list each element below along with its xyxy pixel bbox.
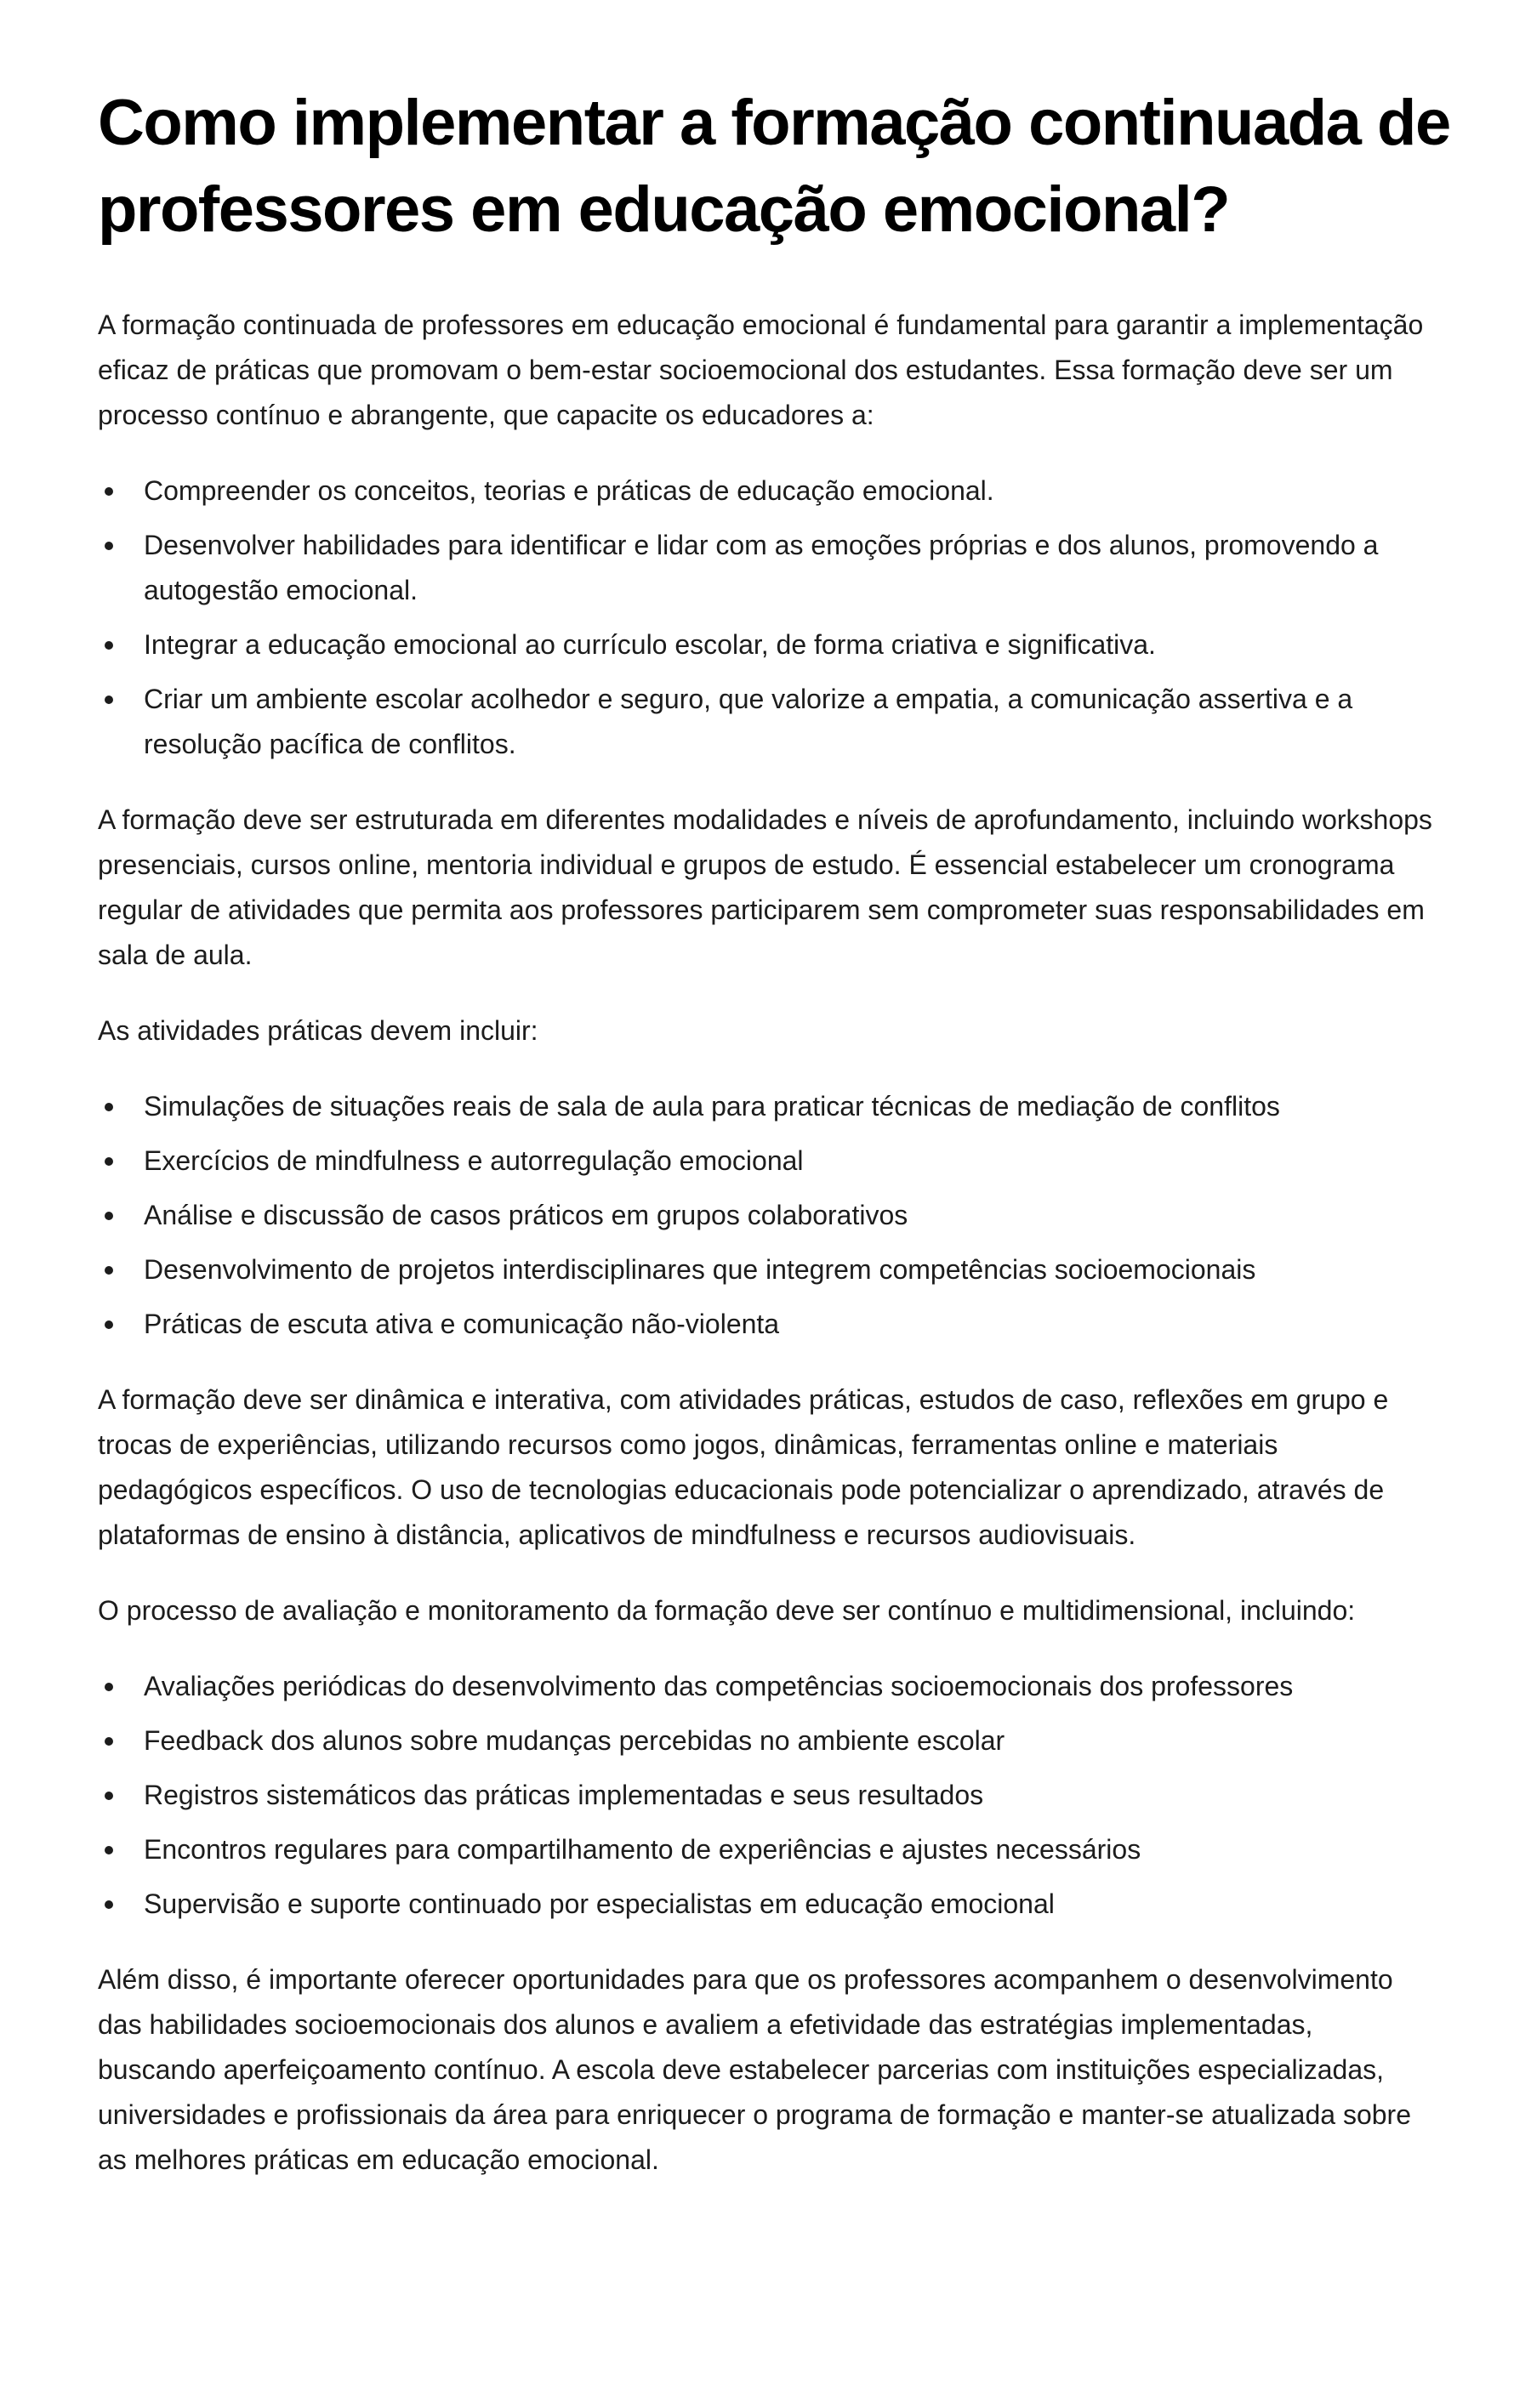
list-item: Encontros regulares para compartilhamento de experiências e ajustes necessários <box>98 1827 1433 1872</box>
structure-paragraph: A formação deve ser estruturada em diferentes modalidades e níveis de aprofundamento, incluindo workshops presenciais, cursos online, mentoria individual e grupos de estudo. É essencial estabelecer um cronograma regular de atividades que permita aos professores participarem sem comprometer suas responsabilidades em sala de aula. <box>98 804 1432 970</box>
evaluation-intro: O processo de avaliação e monitoramento da formação deve ser contínuo e multidimensional, incluindo: <box>98 1595 1356 1626</box>
list-item: Análise e discussão de casos práticos em grupos colaborativos <box>98 1193 1433 1238</box>
evaluation-list <box>98 1664 1433 1927</box>
list-item: Simulações de situações reais de sala de aula para praticar técnicas de mediação de conflitos <box>98 1084 1433 1129</box>
intro-paragraph: A formação continuada de professores em educação emocional é fundamental para garantir a implementação eficaz de práticas que promovam o bem-estar socioemocional dos estudantes. Essa formação deve ser um processo contínuo e abrangente, que capacite os educadores a: <box>98 310 1424 430</box>
page-title: Como implementar a formação continuada de professores em educação emocional? <box>98 87 1450 246</box>
activities-intro: As atividades práticas devem incluir: <box>98 1015 538 1046</box>
activities-list <box>98 1084 1433 1347</box>
list-item: Exercícios de mindfulness e autorregulação emocional <box>98 1139 1433 1184</box>
dynamics-paragraph: A formação deve ser dinâmica e interativa, com atividades práticas, estudos de caso, reflexões em grupo e trocas de experiências, utilizando recursos como jogos, dinâmicas, ferramentas online e materiais pedagógicos específicos. O uso de tecnologias educacionais pode potencializar o aprendizado, através de plataformas de ensino à distância, aplicativos de mindfulness e recursos audiovisuais. <box>98 1384 1389 1550</box>
conclusion-paragraph: Além disso, é importante oferecer oportunidades para que os professores acompanhem o desenvolvimento das habilidades socioemocionais dos alunos e avaliem a efetividade das estratégias implementadas, buscando aperfeiçoamento contínuo. A escola deve estabelecer parcerias com instituições especializadas, universidades e profissionais da área para enriquecer o programa de formação e manter-se atualizada sobre as melhores práticas em educação emocional. <box>98 1964 1411 2175</box>
list-item: Supervisão e suporte continuado por especialistas em educação emocional <box>98 1882 1433 1927</box>
list-item: Desenvolvimento de projetos interdisciplinares que integrem competências socioemocionais <box>98 1247 1433 1292</box>
skills-list <box>98 469 1433 767</box>
list-item: Compreender os conceitos, teorias e práticas de educação emocional. <box>98 469 1433 514</box>
list-item: Práticas de escuta ativa e comunicação não-violenta <box>98 1302 1433 1347</box>
list-item: Criar um ambiente escolar acolhedor e seguro, que valorize a empatia, a comunicação assertiva e a resolução pacífica de conflitos. <box>98 677 1433 767</box>
list-item: Feedback dos alunos sobre mudanças percebidas no ambiente escolar <box>98 1718 1433 1763</box>
list-item: Registros sistemáticos das práticas implementadas e seus resultados <box>98 1773 1433 1818</box>
list-item: Integrar a educação emocional ao currículo escolar, de forma criativa e significativa. <box>98 622 1433 667</box>
list-item: Desenvolver habilidades para identificar e lidar com as emoções próprias e dos alunos, promovendo a autogestão emocional. <box>98 523 1433 613</box>
list-item: Avaliações periódicas do desenvolvimento das competências socioemocionais dos professores <box>98 1664 1433 1709</box>
